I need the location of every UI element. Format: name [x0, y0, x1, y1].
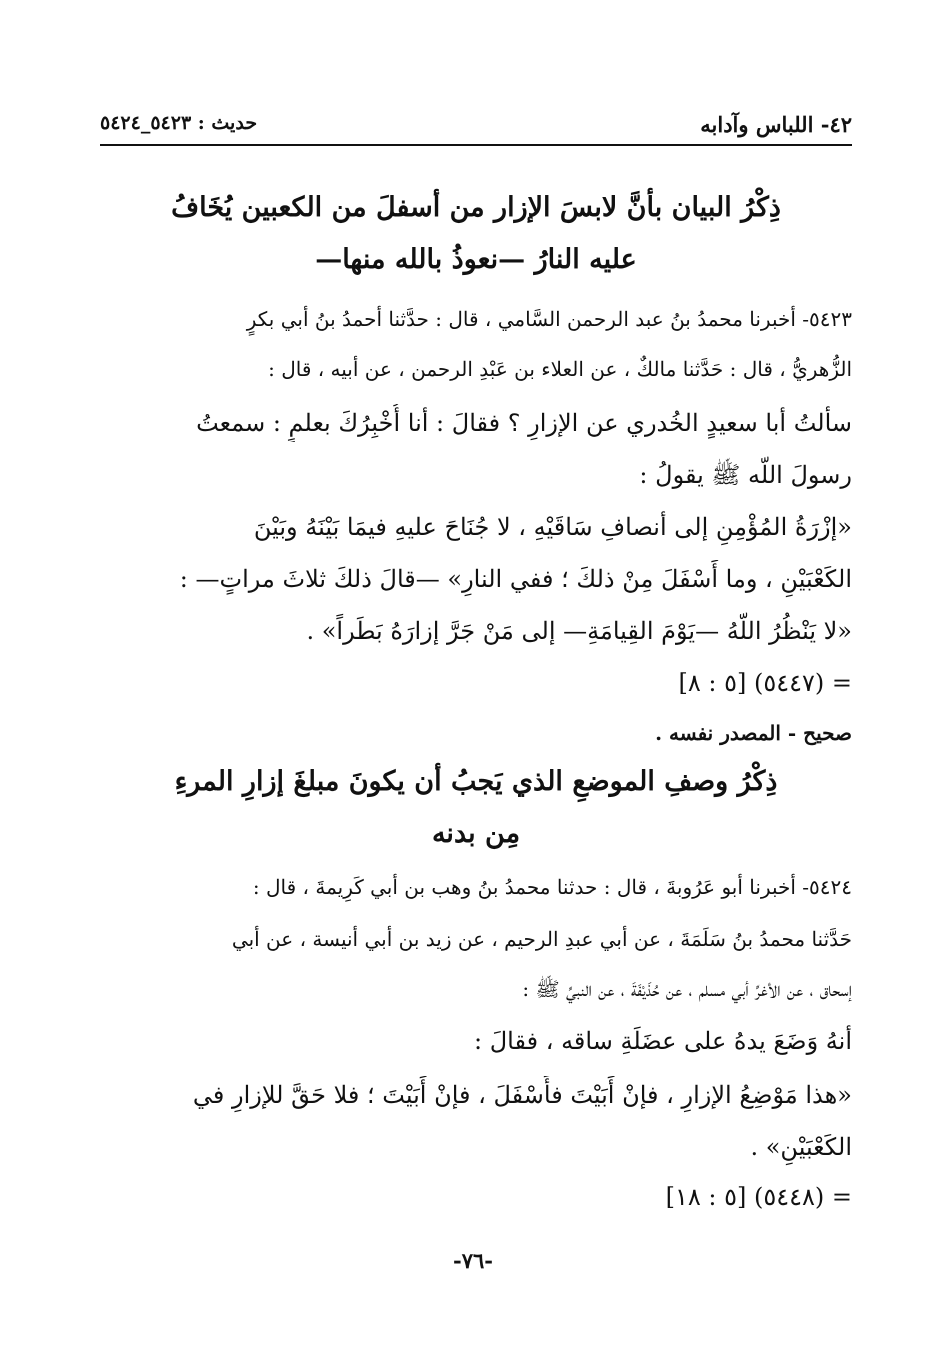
- matn-5424-line-3: الكَعْبَيْنِ» .: [750, 1133, 852, 1161]
- matn-5423-line-3: «إزْرَةُ المُؤْمِنِ إلى أنصافِ سَاقَيْهِ ، لا جُنَاحَ عليهِ فيمَا بَيْنَهُ وبَيْنَ: [253, 513, 852, 541]
- hadith-range: حديث : ٥٤٢٣_٥٤٢٤: [100, 112, 258, 134]
- book-title: ٤٢- اللباس وآدابه: [700, 112, 852, 137]
- hadith-grade-5423: صحيح - المصدر نفسه .: [655, 721, 852, 745]
- chapter-heading-1-line-1: ذِكْرُ البيان بأنَّ لابسَ الإزار من أسفلَ من الكعبين يُخَافُ: [171, 192, 781, 223]
- matn-5423-line-5: «لا يَنْظُرُ اللّهُ —يَوْمَ القِيامَةِ— إلى مَنْ جَرَّ إزارَهُ بَطَراً» .: [306, 617, 852, 645]
- matn-5423-line-4: الكَعْبَيْنِ ، وما أَسْفَلَ مِنْ ذلكَ ؛ ففي النارِ» —قالَ ذلكَ ثلاثَ مراتٍ— :: [179, 565, 852, 593]
- cross-reference-5423: = (٥٤٤٧) [٥ : ٨]: [678, 669, 852, 697]
- isnad-5423-line-2: الزُّهريُّ ، قال : حَدَّثنا مالكٌ ، عن العلاء بن عَبْدِ الرحمن ، عن أبيه ، قال :: [268, 357, 852, 381]
- chapter-heading-1-line-2: عليه النارُ —نعوذُ بالله منها—: [315, 244, 637, 275]
- isnad-5423-line-1: ٥٤٢٣- أخبرنا محمدُ بنُ عبد الرحمن السَّامي ، قال : حدَّثنا أحمدُ بنُ أبي بكرٍ: [246, 307, 852, 331]
- page-number: -٧٦-: [453, 1248, 493, 1273]
- matn-5423-line-2: رسولَ اللّه ﷺ يقولُ :: [639, 461, 852, 489]
- isnad-5424-line-1: ٥٤٢٤- أخبرنا أبو عَرُوبةَ ، قال : حدثنا محمدُ بنُ وهب بن أبي كَرِيمةَ ، قال :: [252, 875, 852, 899]
- matn-5424-line-1: أنهُ وَضَعَ يدهُ على عضَلَةِ ساقه ، فقالَ :: [473, 1027, 852, 1055]
- cross-reference-5424: = (٥٤٤٨) [٥ : ١٨]: [665, 1183, 852, 1211]
- matn-5423-line-1: سألتُ أبا سعيدٍ الخُدري عن الإزارِ ؟ فقالَ : أنا أُخْبِرُكَ بعلمٍ : سمعتُ: [196, 409, 852, 437]
- running-header: [100, 108, 852, 146]
- isnad-5424-line-2: حَدَّثنا محمدُ بنُ سَلَمَةَ ، عن أبي عبدِ الرحيم ، عن زيد بن أبي أنيسة ، عن أبي: [231, 927, 852, 951]
- chapter-heading-2-line-1: ذِكْرُ وصفِ الموضعِ الذي يَجبُ أن يكونَ مبلغَ إزارِ المرءِ: [174, 766, 778, 797]
- chapter-heading-2-line-2: مِن بدنه: [431, 818, 521, 849]
- isnad-5424-line-3: إسحاق ، عن الأغرِّ أبي مسلم ، عن حُذَيْفَةَ ، عن النبيِّ ﷺ :: [522, 977, 852, 1001]
- matn-5424-line-2: «هذا مَوْضِعُ الإزارِ ، فإنْ أَبَيْتَ فأَسْفَلَ ، فإنْ أَبَيْتَ ؛ فلا حَقَّ للإزارِ في: [192, 1081, 852, 1109]
